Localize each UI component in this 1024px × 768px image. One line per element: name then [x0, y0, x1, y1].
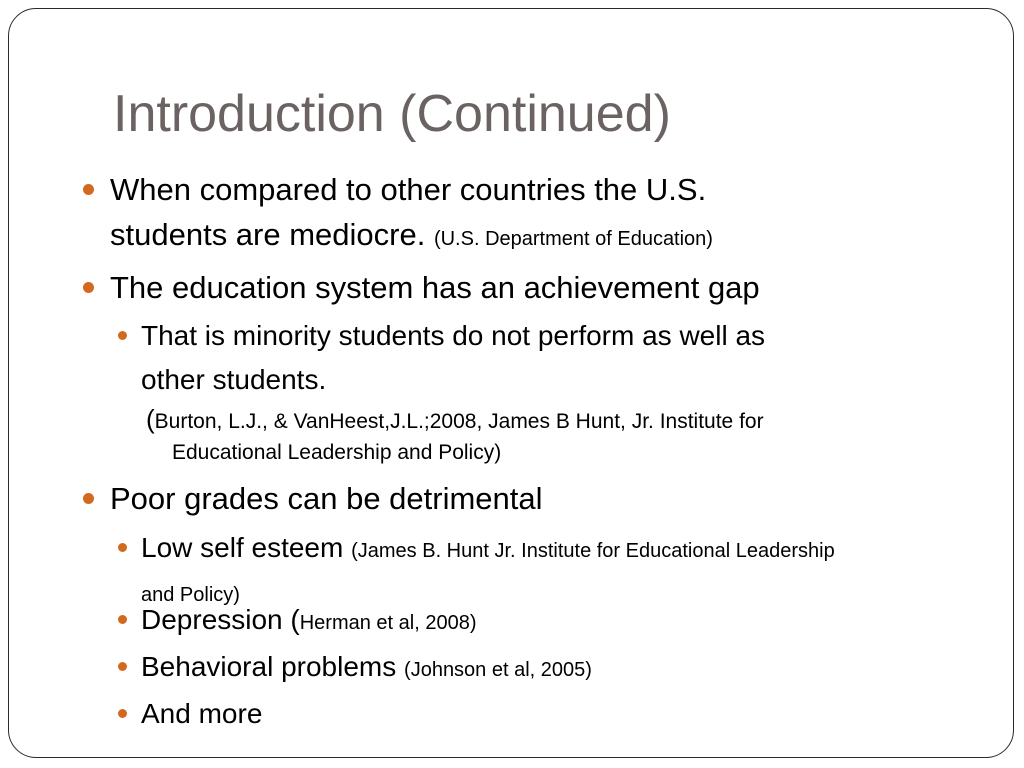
sub-bullet-text: That is minority students do not perform as well as — [141, 320, 766, 351]
sub-bullet-item-behavioral — [141, 645, 951, 689]
sub-bullet-item-depression — [141, 598, 951, 642]
citation-line1: Burton, L.J., & VanHeest,J.L.;2008, James B Hunt, Jr. Institute for — [154, 410, 764, 433]
bullet-dot-icon — [83, 282, 94, 293]
sub-bullet-dot-icon — [118, 662, 127, 671]
sub-bullet-dot-icon — [118, 331, 127, 340]
sub-bullet-text: Depression ( — [141, 604, 300, 635]
bullet-item-achievement-gap — [110, 265, 930, 310]
sub-bullet-dot-icon — [118, 709, 127, 718]
slide-title: Introduction (Continued) — [113, 85, 671, 143]
sub-bullet-dot-icon — [118, 543, 127, 552]
citation: Herman et al, 2008) — [299, 612, 477, 634]
bullet-dot-icon — [83, 184, 94, 195]
citation: (James B. Hunt Jr. Institute for Educational Leadership — [351, 540, 835, 562]
citation-block — [146, 404, 926, 468]
bullet-text: When compared to other countries the U.S. — [110, 172, 707, 207]
sub-bullet-text: Low self esteem — [141, 532, 352, 563]
citation-line2: and Policy) — [141, 584, 240, 606]
bullet-item-us-students — [110, 167, 930, 262]
bullet-text: The education system has an achievement gap — [110, 270, 760, 305]
citation: (Johnson et al, 2005) — [404, 659, 592, 681]
sub-bullet-text: Behavioral problems — [141, 651, 405, 682]
bullet-text-line2: students are mediocre. — [110, 217, 434, 252]
sub-bullet-dot-icon — [118, 615, 127, 624]
sub-bullet-text-line2: other students. — [141, 364, 327, 395]
bullet-item-poor-grades — [110, 476, 930, 521]
sub-bullet-item-and-more — [141, 692, 951, 736]
citation-line2: Educational Leadership and Policy) — [172, 441, 502, 464]
bullet-text: Poor grades can be detrimental — [110, 481, 543, 516]
bullet-dot-icon — [83, 493, 94, 504]
citation-open-paren: ( — [146, 404, 155, 434]
citation: (U.S. Department of Education) — [433, 228, 713, 250]
sub-bullet-item-minority — [141, 314, 951, 402]
sub-bullet-text: And more — [141, 698, 263, 729]
